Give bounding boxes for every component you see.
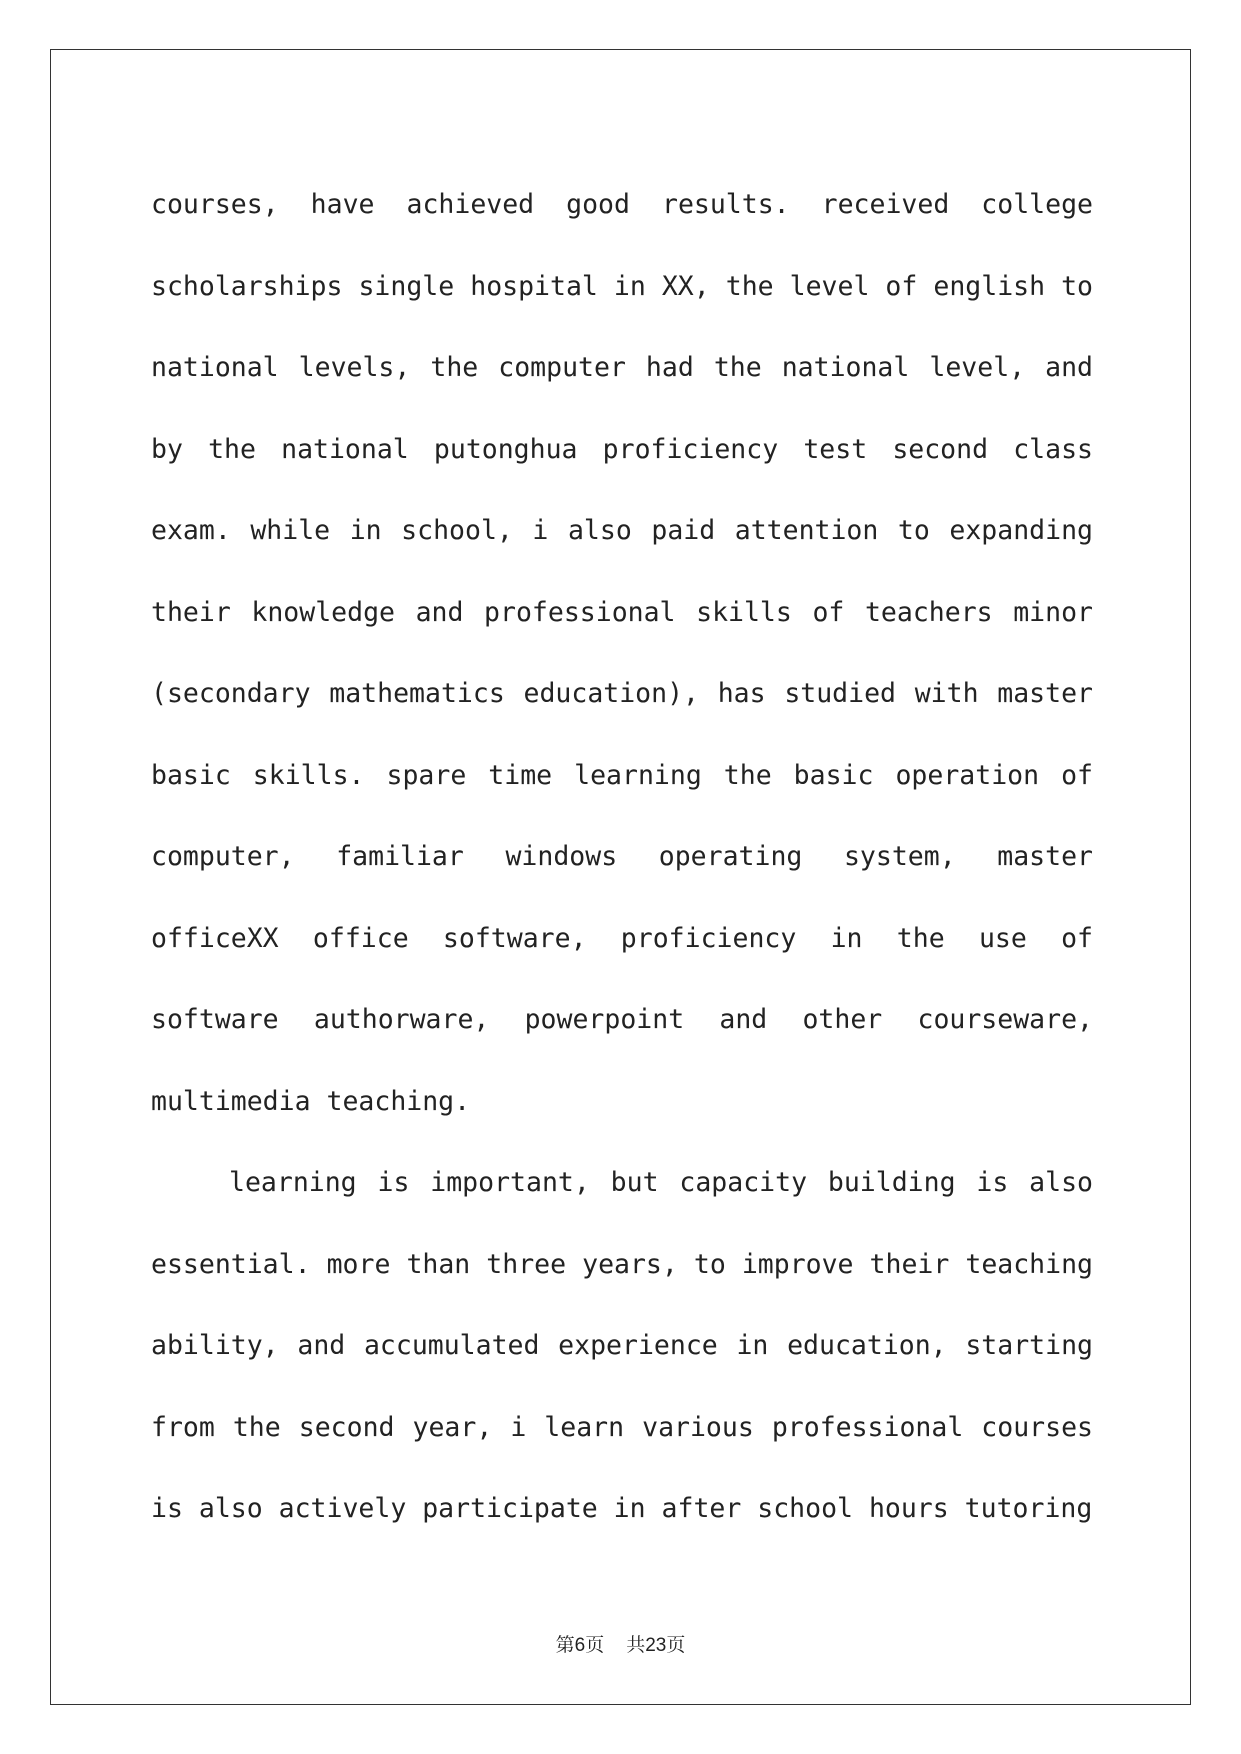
page-prefix: 第	[555, 1634, 575, 1656]
page-footer	[0, 1630, 1241, 1657]
page-suffix: 页	[585, 1634, 605, 1656]
total-pages-number: 23	[645, 1635, 667, 1656]
paragraph: courses, have achieved good results. received college scholarships single hospital in XX, the level of english to national levels, the computer had the national level, and by the national putonghua proficiency test second class exam. while in school, i also paid attention to expanding their knowledge and professional skills of teachers minor (secondary mathematics education), has studied with master basic skills. spare time learning the basic operation of computer, familiar windows operating system, master officeXX office software, proficiency in the use of software authorware, powerpoint and other courseware, multimedia teaching.	[151, 189, 1093, 1117]
paragraph: learning is important, but capacity building is also essential. more than three years, to improve their teaching ability, and accumulated experience in education, starting from the second year, i learn various professional courses is also actively participate in after school hours tutoring	[151, 1167, 1093, 1524]
total-suffix: 页	[666, 1634, 686, 1656]
document-body	[151, 164, 1093, 1550]
current-page-number: 6	[574, 1635, 586, 1656]
total-prefix: 共	[626, 1634, 646, 1656]
